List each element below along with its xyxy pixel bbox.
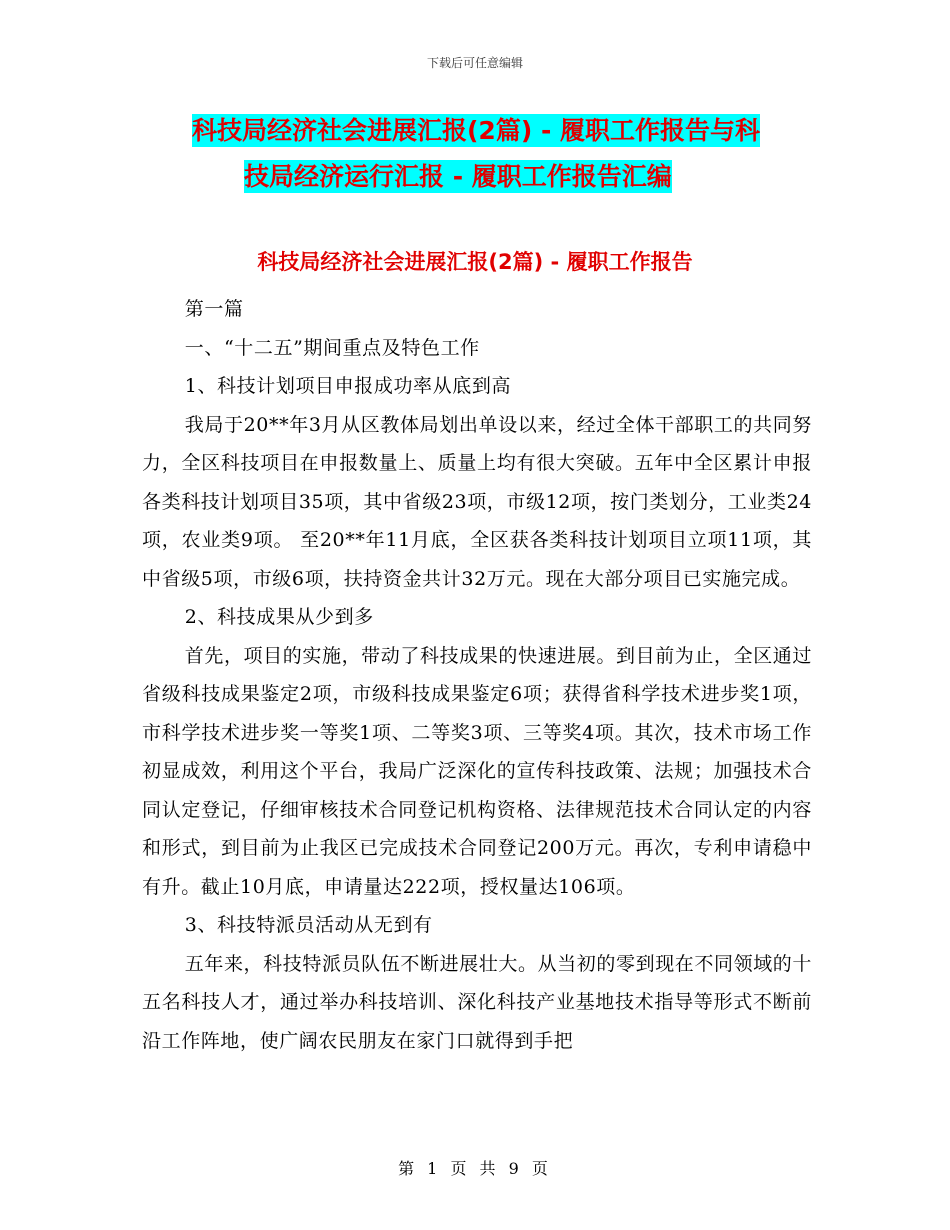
header-note: 下载后可任意编辑 xyxy=(426,56,523,70)
body-paragraph-3: 五年来，科技特派员队伍不断进展壮大。从当初的零到现在不同领域的十五名科技人才，通过举办科技培训、深化科技产业基地技术指导等形式不断前沿工作阵地，使广阔农民朋友在家门口就得到手把 xyxy=(142,952,812,1052)
part-heading: 第一篇 xyxy=(184,298,244,320)
body-paragraph-2: 首先，项目的实施，带动了科技成果的快速进展。到目前为止，全区通过省级科技成果鉴定2项，市级科技成果鉴定6项；获得省科学技术进步奖1项，市科学技术进步奖一等奖1项、二等奖3项、三等奖4项。其次，技术市场工作初显成效，利用这个平台，我局广泛深化的宣传科技政策、法规；加强技术合同认定登记，仔细审核技术合同登记机构资格、法律规范技术合同认定的内容和形式，到目前为止我区已完成技术合同登记200万元。再次，专利申请稳中有升。截止10月底，申请量达222项，授权量达106项。 xyxy=(142,644,812,898)
page-number: 第 1 页 共 9 页 xyxy=(398,1159,552,1178)
subsection-heading-2: 2、科技成果从少到多 xyxy=(184,606,374,628)
body-paragraph-1: 我局于20**年3月从区教体局划出单设以来，经过全体干部职工的共同努力，全区科技项目在申报数量上、质量上均有很大突破。五年中全区累计申报各类科技计划项目35项，其中省级23项，市级12项，按门类划分，工业类24项，农业类9项。 至20**年11月底，全区获各类科技计划项目立项11项，其中省级5项，市级6项，扶持资金共计32万元。现在大部分项目已实施完成。 xyxy=(142,413,812,590)
subsection-heading-1: 1、科技计划项目申报成功率从底到高 xyxy=(184,375,512,397)
section-title: 科技局经济社会进展汇报(2篇) - 履职工作报告 xyxy=(257,250,693,274)
title-line-1: 科技局经济社会进展汇报(2篇) - 履职工作报告与科 xyxy=(192,116,761,145)
title-line-2: 技局经济运行汇报 - 履职工作报告汇编 xyxy=(244,162,672,191)
document-body xyxy=(142,290,812,1060)
section-heading: 一、“十二五”期间重点及特色工作 xyxy=(184,336,480,359)
subsection-heading-3: 3、科技特派员活动从无到有 xyxy=(184,914,433,936)
document-title xyxy=(140,108,820,200)
